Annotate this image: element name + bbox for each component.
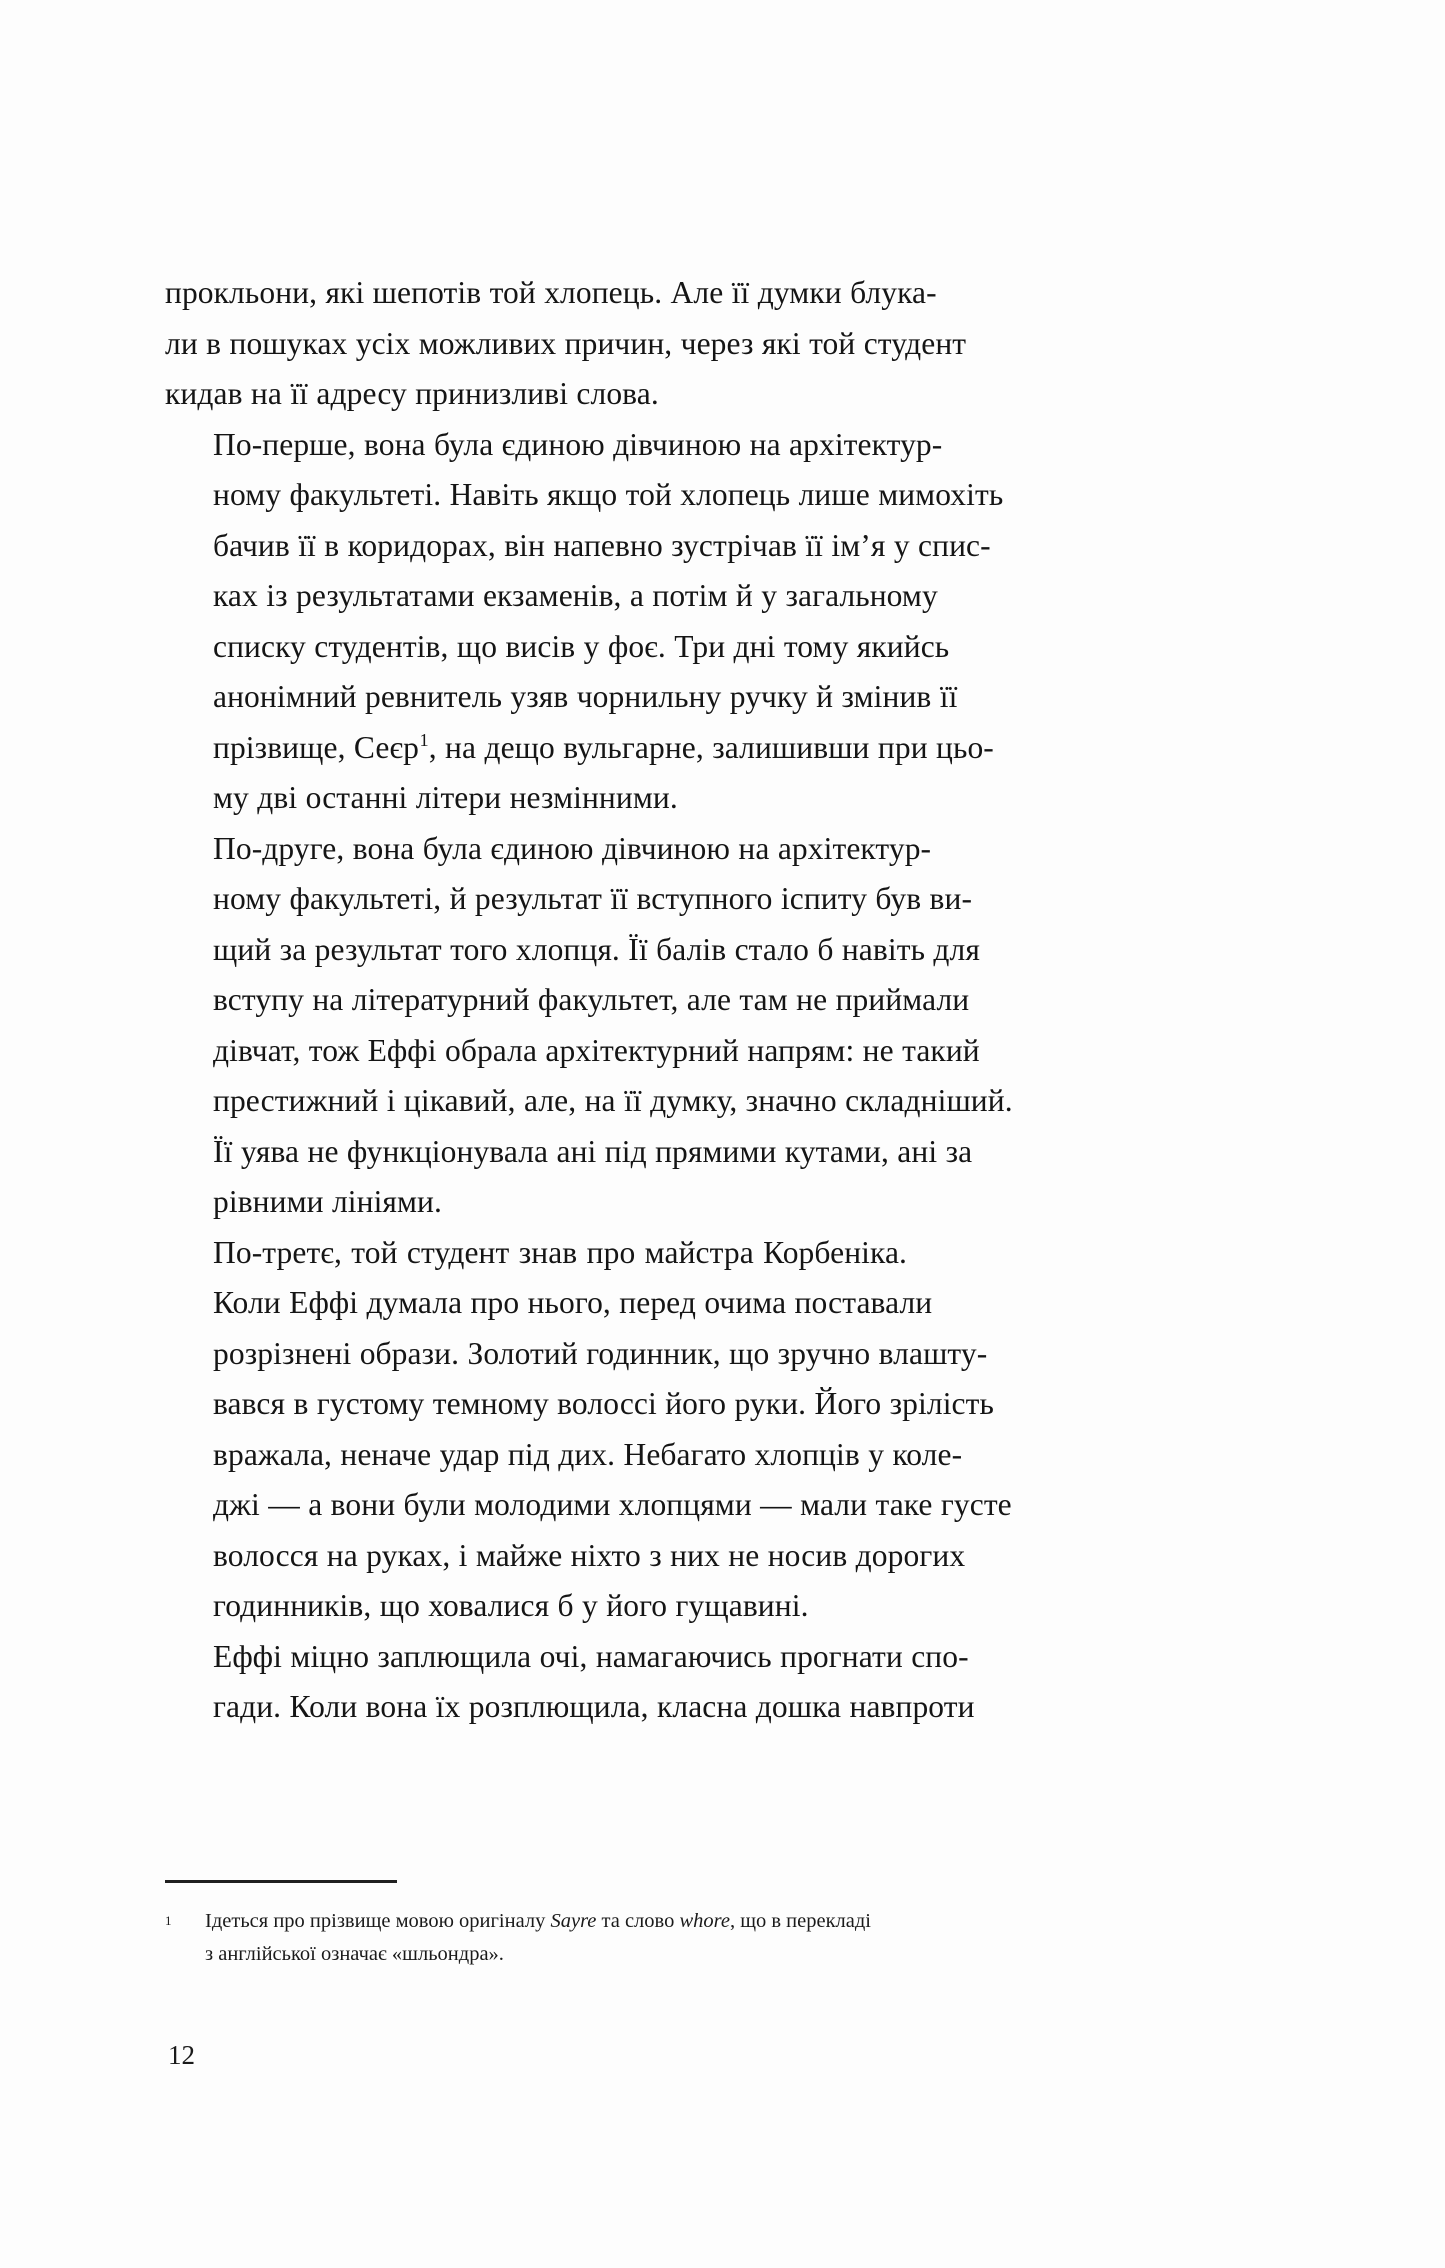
text-line: списку студентів, що висів у фоє. Три дні тому якийсь	[213, 628, 950, 664]
footnote-italic-term: whore	[679, 1910, 730, 1932]
paragraph	[165, 420, 1004, 824]
footnote-reference[interactable]: 1	[419, 730, 429, 751]
paragraph	[165, 268, 967, 420]
text-line: годинників, що ховалися б у його гущавині.	[213, 1588, 809, 1623]
footnote-line	[205, 1938, 907, 1971]
footnote-item	[165, 1905, 907, 1971]
footnote-line	[205, 1905, 907, 1938]
paragraph	[165, 1632, 975, 1733]
text-line: вступу на літературний факультет, але там не приймали	[213, 982, 970, 1017]
text-line: прокльони, які шепотів той хлопець. Але її думки блука-	[165, 275, 937, 310]
body-text-column	[165, 268, 1013, 1733]
text-line: Еффі міцно заплющила очі, намагаючись прогнати спо-	[213, 1638, 969, 1674]
text-line: По-друге, вона була єдиною дівчиною на архітектур-	[213, 830, 932, 866]
text-line: вражала, неначе удар під дих. Небагато хлопців у коле-	[213, 1436, 963, 1472]
footnote-marker: 1	[165, 1913, 172, 1928]
text-line: вався в густому темному волоссі його руки. Його зрілість	[213, 1386, 994, 1421]
text-line: розрізнені образи. Золотий годинник, що зручно влашту-	[213, 1335, 988, 1371]
text-line: ли в пошуках усіх можливих причин, через які той студент	[165, 325, 967, 361]
text-line: дівчат, тож Еффі обрала архітектурний напрям: не такий	[213, 1032, 980, 1068]
text-line: анонімний ревнитель узяв чорнильну ручку й змінив її	[213, 679, 958, 714]
text-line: Коли Еффі думала про нього, перед очима поставали	[213, 1285, 933, 1320]
text-line: прізвище, Сеєр$^1$, на дещо вульгарне, залишивши при цьо-	[213, 729, 994, 765]
text-line: щий за результат того хлопця. Її балів стало б навіть для	[213, 931, 980, 967]
text-line: ному факультеті, й результат її вступного іспиту був ви-	[213, 881, 973, 916]
text-line: гади. Коли вона їх розплющила, класна дошка навпроти	[213, 1689, 975, 1724]
text-line: По-третє, той студент знав про майстра Корбеніка.	[213, 1234, 907, 1270]
text-line: бачив її в коридорах, він напевно зустрічав її ім’я у спис-	[213, 527, 991, 563]
paragraph	[165, 1228, 1012, 1632]
text-line: По-перше, вона була єдиною дівчиною на архітектур-	[213, 426, 943, 462]
text-line: Її уява не функціонувала ані під прямими кутами, ані за	[213, 1133, 973, 1169]
text-line: му дві останні літери незмінними.	[213, 780, 678, 815]
text-line: престижний і цікавий, але, на її думку, значно складніший.	[213, 1083, 1013, 1118]
text-line: ному факультеті. Навіть якщо той хлопець лише мимохіть	[213, 477, 1004, 512]
text-line: рівними лініями.	[213, 1184, 442, 1219]
footnote-run: з англійської означає «шльондра».	[205, 1943, 504, 1965]
footnote-run: Ідеться про прізвище мовою оригіналу	[205, 1910, 551, 1932]
footnote-text	[205, 1905, 907, 1971]
page-number: 12	[168, 2040, 195, 2070]
text-line: джі — а вони були молодими хлопцями — мали таке густе	[213, 1487, 1012, 1522]
footnote-run: та слово	[596, 1910, 680, 1932]
footnote-block	[165, 1880, 907, 1971]
footnote-run: , що в перекладі	[729, 1910, 872, 1932]
footnote-separator-rule	[165, 1880, 397, 1883]
footnote-italic-term: Sayre	[550, 1910, 597, 1932]
text-line: кидав на її адресу принизливі слова.	[165, 376, 659, 411]
text-line: ках із результатами екзаменів, а потім й у загальному	[213, 578, 938, 613]
text-line: волосся на руках, і майже ніхто з них не носив дорогих	[213, 1537, 966, 1573]
paragraph	[165, 824, 1013, 1228]
